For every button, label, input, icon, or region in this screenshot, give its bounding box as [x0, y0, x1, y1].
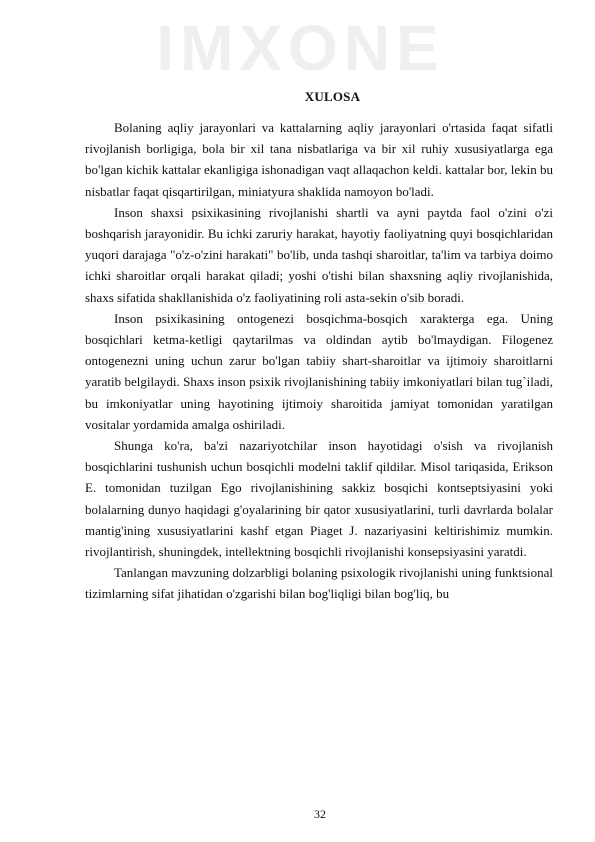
paragraph: Bolaning aqliy jarayonlari va kattalarning aqliy jarayonlari o'rtasida faqat sifatli rivojlanish borligiga, bola bir xil tana nisbatlariga va bir xil ruhiy xususiyatlarga ega bo'lgan kichik kattalar ekanligiga ishonadigan vaqt allaqachon keldi. kattalar bor, lekin bu nisbatlar faqat qisqartirilgan, miniatyura shaklida namoyon bo'ladi.	[85, 120, 553, 199]
watermark-letter: E	[396, 11, 439, 84]
document-title: XULOSA	[304, 89, 361, 104]
document-body	[85, 117, 553, 605]
watermark-letter: N	[343, 11, 391, 84]
watermark-letter: M	[180, 11, 234, 84]
watermark-letter: I	[156, 11, 175, 84]
paragraph: Inson shaxsi psixikasining rivojlanishi shartli va ayni paytda faol o'zini o'zi boshqarish jarayonidir. Bu ichki zaruriy harakat, hayotiy faoliyatning quyi bosqichlaridan yuqori darajaga "o'z-o'zini harakati" bo'lib, unda tashqi sharoitlar, ta'lim va tarbiya doimo ichki sharoitlar orqali harakat qiladi; yoshi o'tishi bilan shaxsning aqliy rivojlanishida, shaxs sifatida shakllanishida o'z faoliyatining roli asta-sekin o'sib boradi.	[85, 204, 553, 305]
watermark-letter: O	[288, 11, 338, 84]
watermark	[0, 0, 595, 95]
paragraph: Inson psixikasining ontogenezi bosqichma-bosqich xarakterga ega. Uning bosqichlari ketma-ketligi qaytarilmas va oldindan aytib bo'lmaydigan. Filogenez ontogenezni uning uchun zarur bo'lgan tabiiy shart-sharoitlar va ijtimoiy sharoitlarni yaratib belgilaydi. Shaxs inson psixik rivojlanishining tabiiy imkoniyatlari bilan tug`iladi, bu imkoniyatlar uning hayotining ijtimoiy sharoitida jamiyat tomonidan yaratilgan vositalar yordamida amalga oshiriladi.	[85, 310, 553, 432]
paragraph: Shunga ko'ra, ba'zi nazariyotchilar inson hayotidagi o'sish va rivojlanish bosqichlarini tushunish uchun bosqichli modelni taklif qildilar. Misol tariqasida, Erikson E. tomonidan tuzilgan Ego rivojlanishining sakkiz bosqichi kontseptsiyasini yoki bolalarning dunyo haqidagi g'oyalarining bir qator xususiyatlarini, turli davrlarda bolalar mantig'ining xususiyatlarini kashf etgan Piaget J. nazariyasini keltirishimiz mumkin. rivojlantirish, shuningdek, intellektning bosqichli rivojlanishi konsepsiyasini yaratdi.	[85, 438, 553, 560]
watermark-letter: X	[239, 11, 283, 84]
paragraph: Tanlangan mavzuning dolzarbligi bolaning psixologik rivojlanishi uning funktsional tizimlarning sifat jihatidan o'zgarishi bilan bog'liqligi bilan bog'liq, bu	[85, 565, 553, 602]
page-number: 32	[314, 807, 326, 821]
